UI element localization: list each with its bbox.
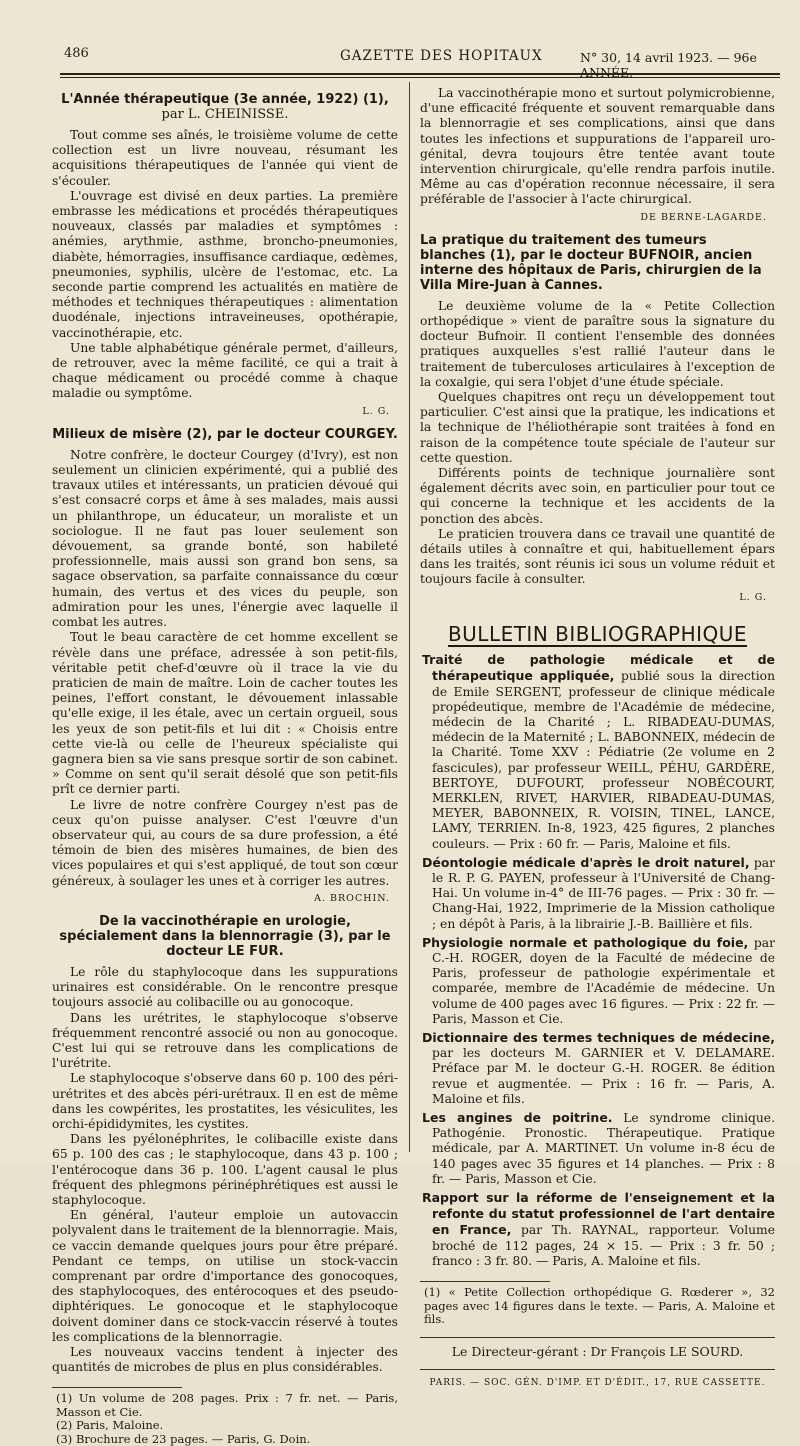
footnote-rule bbox=[52, 1387, 182, 1388]
footnote-rule bbox=[420, 1281, 550, 1282]
header-rule bbox=[60, 73, 780, 75]
footnote: (1) « Petite Collection orthopédique G. Rœderer », 32 pages avec 14 figures dans le texte. — Paris, A. Maloine et fils. bbox=[424, 1285, 775, 1327]
bib-entry: Traité de pathologie médicale et de thérapeutique appliquée, publié sous la direction de Emile SERGENT, professeur de clinique médicale propédeutique, membre de l'Académie de médecine, médecin de la Charité ; L. RIBADEAU-DUMAS, médecin de la Maternité ; L. BABONNEIX, médecin de la Charité. Tome XXV : Pédiatrie (2e volume en 2 fascicules), par professeur WEILL, PÉHU, GARDÈRE, BERTOYE, DUFOURT, professeur NOBÉCOURT, MERKLEN, RIVET, HARVIER, RIBADEAU-DUMAS, MEYER, BABONNEIX, R. VOISIN, TINEL, LANCE, LAMY, TERRIEN. In-8, 1923, 425 figures, 2 planches couleurs. — Prix : 60 fr. — Paris, Maloine et fils. bbox=[422, 652, 775, 851]
running-header bbox=[60, 44, 780, 80]
paragraph: Notre confrère, le docteur Courgey (d'Ivry), est non seulement un clinicien expérimenté, qui a publié des travaux utiles et intéressants, un praticien dévoué qui s'est consacré corps et âme à ses malades, mais aussi un philanthrope, un éducateur, un moraliste et un sociologue. Il ne faut pas louer seulement son dévouement, sa grande bonté, son habileté professionnelle, mais aussi son grand bon sens, sa sagace observation, sa parfaite connaissance du cœur humain, des vertus et des vices du peuple, son admiration pour les unes, l'énergie avec laquelle il combat les autres. bbox=[52, 447, 398, 630]
footnote: (3) Brochure de 23 pages. — Paris, G. Doin. bbox=[56, 1431, 311, 1446]
paragraph: La vaccinothérapie mono et surtout polymicrobienne, d'une efficacité fréquente et souvent remarquable dans la blennorragie et ses complications, ainsi que dans toutes les infections et suppurations de l'appareil uro-génital, devra toujours être tentée avant toute intervention chirurgicale, qu'elle rendra parfois inutile. Même au cas d'opération reconnue nécessaire, il sera préférable de l'associer à l'acte chirurgical. bbox=[420, 86, 775, 207]
review-title-tumeurs-blanches: La pratique du traitement des tumeurs blanches (1), par le docteur BUFNOIR, ancien interne des hôpitaux de Paris, chirurgien de la Villa Mire-Juan à Cannes. bbox=[420, 232, 762, 293]
signature: L. G. bbox=[362, 405, 390, 417]
header-rule-thin bbox=[60, 77, 780, 78]
signature: L. G. bbox=[739, 591, 767, 603]
paragraph: Différents points de technique journalière sont également décrits avec soin, en particulier pour tout ce qui concerne la technique et les accidents de la ponction des abcès. bbox=[420, 466, 775, 526]
journal-title: GAZETTE DES HOPITAUX bbox=[340, 48, 543, 64]
director-line: Le Directeur-gérant : Dr François LE SOURD. bbox=[451, 1343, 744, 1359]
footer-rule bbox=[420, 1369, 775, 1370]
paragraph: Tout le beau caractère de cet homme excellent se révèle dans une préface, adressée à son petit-fils, véritable petit chef-d'œuvre où il trace la vie du praticien de main de maître. Loin de cacher toutes les peines, l'effort constant, le dévouement inlassable qu'elle exige, il les étale, avec un certain orgueil, sous les yeux de son petit-fils et lui dit : « Choisis entre cette vie-là ou celle de l'heureux spécialiste qui gagnera bien sa vie sans presque sortir de son cabinet. » Comme on sent qu'il serait désolé que son petit-fils prît ce dernier parti. bbox=[52, 630, 398, 797]
printer-imprint: PARIS. — SOC. GÉN. D'IMP. ET D'ÉDIT., 17, RUE CASSETTE. bbox=[429, 1377, 766, 1388]
bib-entry: Rapport sur la réforme de l'enseignement et la refonte du statut professionnel de l'art dentaire en France, par Th. RAYNAL, rapporteur. Volume broché de 112 pages, 24 × 15. — Prix : 3 fr. 50 ; franco : 3 fr. 80. — Paris, A. Maloine et fils. bbox=[422, 1190, 775, 1268]
review-title-milieux-de-misere: Milieux de misère (2), par le docteur COURGEY. bbox=[52, 426, 398, 442]
right-column bbox=[420, 86, 775, 1391]
signature: A. BROCHIN. bbox=[314, 892, 390, 904]
paragraph: Dans les urétrites, le staphylocoque s'observe fréquemment rencontré associé ou non au gonocoque. C'est lui qui se retrouve dans les complications de l'urétrite. bbox=[52, 1010, 398, 1071]
page-number: 486 bbox=[64, 46, 89, 61]
paragraph: Le staphylocoque s'observe dans 60 p. 100 des péri-urétrites et des abcès péri-urétraux. Il en est de même dans les cowpérites, les prostatites, les vésiculites, les orchi-épididymites, les cystites. bbox=[52, 1071, 398, 1131]
paragraph: Le deuxième volume de la « Petite Collection orthopédique » vient de paraître sous la signature du docteur Bufnoir. Il contient l'ensemble des données pratiques auxquelles s'est rallié l'auteur dans le traitement de tuberculoses articulaires à l'exception de la coxalgie, qui sera l'objet d'une étude spéciale. bbox=[420, 298, 775, 389]
signature: DE BERNE-LAGARDE. bbox=[640, 211, 767, 223]
bib-entry: Déontologie médicale d'après le droit naturel, par le R. P. G. PAYEN, professeur à l'Université de Chang-Hai. Un volume in-4° de III-76 pages. — Prix : 30 fr. — Chang-Hai, 1922, Imprimerie de la Mission catholique ; en dépôt à Paris, à la librairie J.-B. Baillière et fils. bbox=[422, 854, 775, 931]
paragraph: En général, l'auteur emploie un autovaccin polyvalent dans le traitement de la blennorragie. Mais, ce vaccin demande quelques jours pour être préparé. Pendant ce temps, on utilise un stock-vaccin comprenant par ordre d'importance des gonocoques, des staphylocoques, des entérocoques et des pseudo-diphtériques. Le gonocoque et le staphylocoque doivent dominer dans ce stock-vaccin réservé à toutes les complications de la blennorragie. bbox=[52, 1208, 398, 1344]
bulletin-heading: BULLETIN BIBLIOGRAPHIQUE bbox=[447, 621, 748, 646]
issue-info: N° 30, 14 avril 1923. — 96e ANNÉE. bbox=[580, 50, 757, 80]
bib-entry: Dictionnaire des termes techniques de médecine, par les docteurs M. GARNIER et V. DELAMARE. Préface par M. le docteur G.-H. ROGER. 8e édition revue et augmentée. — Prix : 16 fr. — Paris, A. Maloine et fils. bbox=[422, 1029, 775, 1106]
paragraph: Dans les pyélonéphrites, le colibacille existe dans 65 p. 100 des cas ; le staphylocoque, dans 43 p. 100 ; l'entérocoque dans 36 p. 100. L'agent causal le plus fréquent des phlegmons périnéphrétiques est aussi le staphylocoque. bbox=[52, 1132, 398, 1207]
footnote: (2) Paris, Maloine. bbox=[56, 1418, 164, 1433]
paragraph: Une table alphabétique générale permet, d'ailleurs, de retrouver, avec la même facilité, ce qui a trait à chaque médicament ou procédé comme à chaque maladie ou symptôme. bbox=[52, 340, 398, 401]
review-title-vaccinotherapie: De la vaccinothérapie en urologie, spécialement dans la blennorragie (3), par le docteur LE FUR. bbox=[59, 913, 391, 959]
footer-rule bbox=[420, 1337, 775, 1338]
footnote: (1) Un volume de 208 pages. Prix : 7 fr. net. — Paris, Masson et Cie. bbox=[56, 1391, 398, 1419]
paragraph: Le praticien trouvera dans ce travail une quantité de détails utiles à connaître et qui, habituellement épars dans les traités, sont réunis ici sous un volume réduit et toujours facile à consulter. bbox=[420, 526, 775, 587]
column-divider bbox=[409, 82, 410, 1152]
left-column bbox=[52, 86, 398, 1446]
paragraph: L'ouvrage est divisé en deux parties. La première embrasse les médications et procédés thérapeutiques nouveaux, classés par maladies et symptômes : anémies, arythmie, asthme, broncho-pneumonies, diabète, hémorragies, insuffisance cardiaque, œdèmes, pneumonies, syphilis, ulcère de l'estomac, etc. La seconde partie comprend les actualités en matière de méthodes et techniques thérapeutiques : alimentation duodénale, injections intraveineuses, opothérapie, vaccinothérapie, etc. bbox=[52, 188, 398, 340]
paragraph: Les nouveaux vaccins tendent à injecter des quantités de microbes de plus en plus considérables. bbox=[52, 1345, 398, 1375]
paragraph: Le rôle du staphylocoque dans les suppurations urinaires est considérable. On le rencontre presque toujours associé au colibacille ou au gonocoque. bbox=[52, 964, 398, 1010]
paragraph: Le livre de notre confrère Courgey n'est pas de ceux qu'on puisse analyser. C'est l'œuvre d'un observateur qui, au cours de sa dure profession, a été témoin de bien des misères humaines, de bien des vices populaires et qui s'est appliqué, de tout son cœur généreux, à soulager les unes et à corriger les autres. bbox=[52, 797, 398, 888]
paragraph: Quelques chapitres ont reçu un développement tout particulier. C'est ainsi que la pratique, les indications et la technique de l'héliothérapie sont traitées à fond en raison de la compétence toute spéciale de l'auteur sur cette question. bbox=[420, 390, 775, 465]
bib-entry: Les angines de poitrine. Le syndrome clinique. Pathogénie. Pronostic. Thérapeutique. Pratique médicale, par A. MARTINET. Un volume in-8 écu de 140 pages avec 35 figures et 14 planches. — Prix : 8 fr. — Paris, Masson et Cie. bbox=[422, 1109, 775, 1186]
paragraph: Tout comme ses aînés, le troisième volume de cette collection est un livre nouveau, résumant les acquisitions thérapeutiques de l'année qui vient de s'écouler. bbox=[52, 128, 398, 188]
review-title-annee-therapeutique: L'Année thérapeutique (3e année, 1922) (1), par L. CHEINISSE. bbox=[61, 92, 389, 122]
bib-entry: Physiologie normale et pathologique du foie, par C.-H. ROGER, doyen de la Faculté de médecine de Paris, professeur de pathologie expérimentale et comparée, membre de l'Académie de médecine. Un volume de 400 pages avec 16 figures. — Prix : 22 fr. — Paris, Masson et Cie. bbox=[422, 934, 775, 1026]
